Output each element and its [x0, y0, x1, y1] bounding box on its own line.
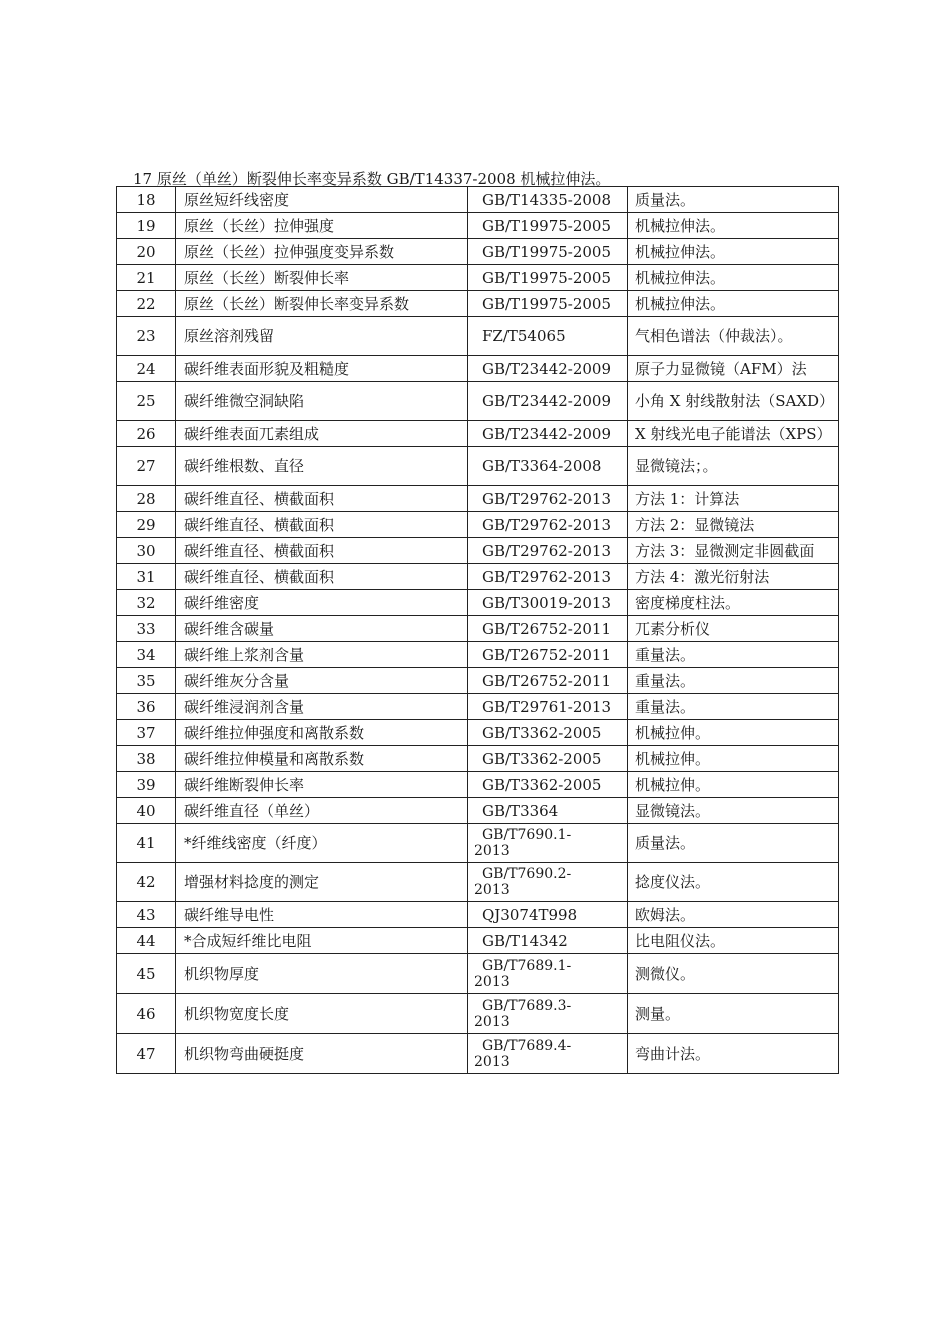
row-number: 22 — [117, 291, 176, 317]
row-number: 33 — [117, 616, 176, 642]
test-method: 质量法。 — [628, 824, 839, 863]
test-item: 碳纤维表面兀素组成 — [176, 421, 468, 447]
test-method: 兀素分析仪 — [628, 616, 839, 642]
row-number: 30 — [117, 538, 176, 564]
table-row — [117, 1034, 839, 1074]
test-item: 碳纤维灰分含量 — [176, 668, 468, 694]
test-item: 碳纤维拉伸强度和离散系数 — [176, 720, 468, 746]
test-method: 机械拉伸。 — [628, 720, 839, 746]
table-row — [117, 616, 839, 642]
standard-code: GB/T3364-2008 — [468, 447, 628, 486]
table-row — [117, 265, 839, 291]
table-row — [117, 187, 839, 213]
test-item: 碳纤维直径、横截面积 — [176, 512, 468, 538]
standard-code: GB/T7689.1- 2013 — [468, 954, 628, 994]
test-method: 重量法。 — [628, 694, 839, 720]
row-number: 31 — [117, 564, 176, 590]
row-number: 29 — [117, 512, 176, 538]
test-item: 碳纤维上浆剂含量 — [176, 642, 468, 668]
table-row — [117, 421, 839, 447]
test-method: 小角 X 射线散射法（SAXD） — [628, 382, 839, 421]
table-row — [117, 538, 839, 564]
test-item: 碳纤维微空洞缺陷 — [176, 382, 468, 421]
standard-code: GB/T3362-2005 — [468, 746, 628, 772]
standard-code: FZ/T54065 — [468, 317, 628, 356]
test-method: 弯曲计法。 — [628, 1034, 839, 1074]
test-item: 碳纤维直径、横截面积 — [176, 564, 468, 590]
table-row — [117, 694, 839, 720]
table-row — [117, 928, 839, 954]
table-row — [117, 863, 839, 902]
standard-code: GB/T29762-2013 — [468, 512, 628, 538]
test-method: 密度梯度柱法。 — [628, 590, 839, 616]
test-item: 原丝（长丝）拉伸强度变异系数 — [176, 239, 468, 265]
test-method: 重量法。 — [628, 642, 839, 668]
test-method: 机械拉伸。 — [628, 746, 839, 772]
row-number: 45 — [117, 954, 176, 994]
row-number: 20 — [117, 239, 176, 265]
test-method: 方法 1：计算法 — [628, 486, 839, 512]
standard-code: GB/T19975-2005 — [468, 239, 628, 265]
standard-code: GB/T7690.1- 2013 — [468, 824, 628, 863]
test-method: 机械拉伸。 — [628, 772, 839, 798]
test-method: 方法 3：显微测定非圆截面 — [628, 538, 839, 564]
row-number: 41 — [117, 824, 176, 863]
test-item: 碳纤维直径、横截面积 — [176, 486, 468, 512]
table-row — [117, 291, 839, 317]
test-item: 原丝（长丝）拉伸强度 — [176, 213, 468, 239]
standard-code: GB/T29762-2013 — [468, 564, 628, 590]
test-method: 方法 2：显微镜法 — [628, 512, 839, 538]
test-item: 机织物厚度 — [176, 954, 468, 994]
row-number: 27 — [117, 447, 176, 486]
test-method: 比电阻仪法。 — [628, 928, 839, 954]
row-number: 26 — [117, 421, 176, 447]
row-number: 38 — [117, 746, 176, 772]
test-item: 碳纤维直径、横截面积 — [176, 538, 468, 564]
test-item: *纤维线密度（纤度） — [176, 824, 468, 863]
test-item: 原丝（长丝）断裂伸长率变异系数 — [176, 291, 468, 317]
test-item: 碳纤维直径（单丝） — [176, 798, 468, 824]
standard-code: GB/T29762-2013 — [468, 538, 628, 564]
standard-code: GB/T7689.4- 2013 — [468, 1034, 628, 1074]
test-method: 机械拉伸法。 — [628, 213, 839, 239]
table-row — [117, 239, 839, 265]
test-method: 方法 4：激光衍射法 — [628, 564, 839, 590]
test-method: 显微镜法；。 — [628, 447, 839, 486]
test-method: 测微仪。 — [628, 954, 839, 994]
row-number: 24 — [117, 356, 176, 382]
table-overflow-row-17: 17 原丝（单丝）断裂伸长率变异系数 GB/T14337-2008 机械拉伸法。 — [133, 170, 611, 186]
row-number: 39 — [117, 772, 176, 798]
table-row — [117, 447, 839, 486]
test-item: 原丝（长丝）断裂伸长率 — [176, 265, 468, 291]
row-number: 35 — [117, 668, 176, 694]
standard-code: GB/T23442-2009 — [468, 382, 628, 421]
standard-code: GB/T29761-2013 — [468, 694, 628, 720]
test-item: 增强材料捻度的测定 — [176, 863, 468, 902]
table-row — [117, 590, 839, 616]
test-item: 原丝短纤线密度 — [176, 187, 468, 213]
test-method: 欧姆法。 — [628, 902, 839, 928]
standard-code: GB/T23442-2009 — [468, 421, 628, 447]
test-item: 原丝溶剂残留 — [176, 317, 468, 356]
standard-code: GB/T7689.3- 2013 — [468, 994, 628, 1034]
test-method: 重量法。 — [628, 668, 839, 694]
table-row — [117, 824, 839, 863]
test-item: 碳纤维密度 — [176, 590, 468, 616]
test-method: 测量。 — [628, 994, 839, 1034]
standard-code: QJ3074T998 — [468, 902, 628, 928]
standard-code: GB/T19975-2005 — [468, 291, 628, 317]
standard-code: GB/T3362-2005 — [468, 720, 628, 746]
table-row — [117, 994, 839, 1034]
standard-code: GB/T26752-2011 — [468, 616, 628, 642]
table-row — [117, 720, 839, 746]
row-number: 18 — [117, 187, 176, 213]
table-row — [117, 564, 839, 590]
standard-code: GB/T3362-2005 — [468, 772, 628, 798]
table-row — [117, 382, 839, 421]
standard-code: GB/T29762-2013 — [468, 486, 628, 512]
standard-code: GB/T3364 — [468, 798, 628, 824]
row-number: 37 — [117, 720, 176, 746]
table-row — [117, 954, 839, 994]
test-item: 碳纤维导电性 — [176, 902, 468, 928]
standard-code: GB/T19975-2005 — [468, 265, 628, 291]
row-number: 34 — [117, 642, 176, 668]
test-method: X 射线光电子能谱法（XPS） — [628, 421, 839, 447]
row-number: 32 — [117, 590, 176, 616]
table-row — [117, 213, 839, 239]
row-number: 46 — [117, 994, 176, 1034]
test-method: 原子力显微镜（AFM）法 — [628, 356, 839, 382]
standard-code: GB/T23442-2009 — [468, 356, 628, 382]
table-row — [117, 772, 839, 798]
row-number: 28 — [117, 486, 176, 512]
test-item: *合成短纤维比电阻 — [176, 928, 468, 954]
row-number: 40 — [117, 798, 176, 824]
row-number: 43 — [117, 902, 176, 928]
test-item: 机织物弯曲硬挺度 — [176, 1034, 468, 1074]
test-item: 碳纤维浸润剂含量 — [176, 694, 468, 720]
row-number: 21 — [117, 265, 176, 291]
table-row — [117, 798, 839, 824]
table-row — [117, 902, 839, 928]
test-item: 碳纤维含碳量 — [176, 616, 468, 642]
test-method: 显微镜法。 — [628, 798, 839, 824]
standard-code: GB/T14335-2008 — [468, 187, 628, 213]
table-row — [117, 668, 839, 694]
test-standards-table — [116, 186, 839, 1074]
table-row — [117, 746, 839, 772]
row-number: 25 — [117, 382, 176, 421]
standard-code: GB/T7690.2- 2013 — [468, 863, 628, 902]
standard-code: GB/T14342 — [468, 928, 628, 954]
table-row — [117, 512, 839, 538]
row-number: 47 — [117, 1034, 176, 1074]
row-number: 44 — [117, 928, 176, 954]
table-row — [117, 642, 839, 668]
standard-code: GB/T30019-2013 — [468, 590, 628, 616]
test-method: 气相色谱法（仲裁法）。 — [628, 317, 839, 356]
standard-code: GB/T26752-2011 — [468, 642, 628, 668]
test-method: 捻度仪法。 — [628, 863, 839, 902]
standard-code: GB/T19975-2005 — [468, 213, 628, 239]
test-method: 机械拉伸法。 — [628, 239, 839, 265]
table-row — [117, 486, 839, 512]
row-number: 19 — [117, 213, 176, 239]
test-item: 碳纤维根数、直径 — [176, 447, 468, 486]
test-method: 质量法。 — [628, 187, 839, 213]
test-method: 机械拉伸法。 — [628, 265, 839, 291]
row-number: 42 — [117, 863, 176, 902]
test-item: 碳纤维表面形貌及粗糙度 — [176, 356, 468, 382]
test-item: 碳纤维拉伸模量和离散系数 — [176, 746, 468, 772]
standard-code: GB/T26752-2011 — [468, 668, 628, 694]
row-number: 23 — [117, 317, 176, 356]
table-row — [117, 356, 839, 382]
row-number: 36 — [117, 694, 176, 720]
test-item: 机织物宽度长度 — [176, 994, 468, 1034]
test-method: 机械拉伸法。 — [628, 291, 839, 317]
test-item: 碳纤维断裂伸长率 — [176, 772, 468, 798]
table-row — [117, 317, 839, 356]
